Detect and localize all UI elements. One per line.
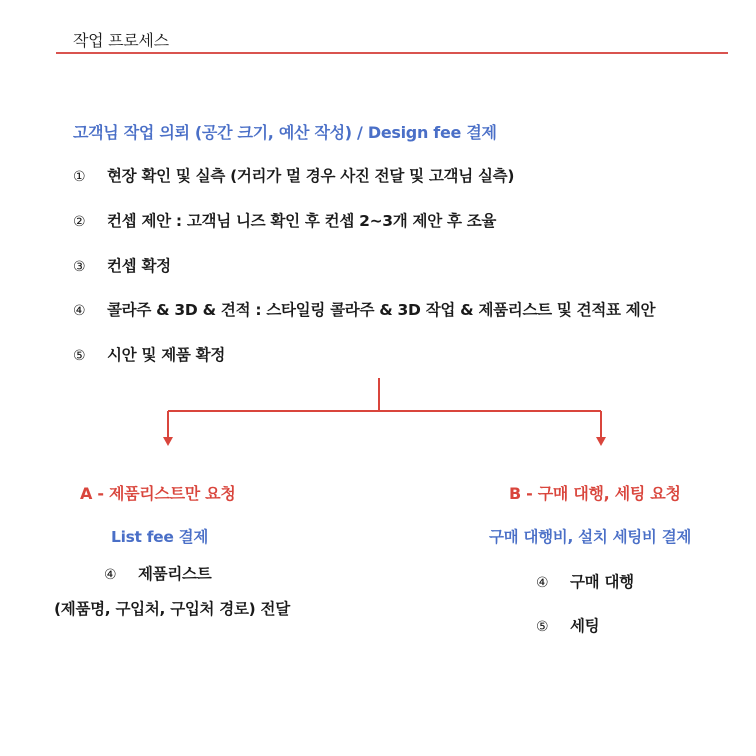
branch-a-title: A - 제품리스트만 요청 [80,484,236,503]
step-number: ② [73,214,86,230]
step-number: ⑤ [73,348,86,364]
branch-b-title: B - 구매 대행, 세팅 요청 [509,484,681,503]
branch-b-item-purchase [536,570,634,592]
step-number: ③ [73,259,86,275]
step-text: 컨셉 확정 [107,257,171,275]
branch-b-item-setting [536,614,599,636]
intro-text: 고객님 작업 의뢰 (공간 크기, 예산 작성) / Design fee 결제 [73,123,497,142]
branch-a-note: (제품명, 구입처, 구입처 경로) 전달 [54,600,290,618]
branch-a-item [104,562,211,584]
arrowhead-right [596,437,606,446]
step-text: 시안 및 제품 확정 [107,346,226,364]
step-text: 콜라주 & 3D & 견적 : 스타일링 콜라주 & 3D 작업 & 제품리스트 및 견적표 제안 [107,301,656,319]
item-number: ④ [104,567,117,583]
step-text: 컨셉 제안 : 고객님 니즈 확인 후 컨셉 2~3개 제안 후 조율 [107,212,497,230]
page-title: 작업 프로세스 [73,31,169,50]
branch-a-subtitle: List fee 결제 [111,528,209,546]
item-text: 세팅 [570,617,600,635]
item-number: ⑤ [536,619,549,635]
step-number: ④ [73,303,86,319]
item-number: ④ [536,575,549,591]
item-text: 구매 대행 [570,573,634,591]
step-text: 현장 확인 및 실측 (거리가 멀 경우 사진 전달 및 고객님 실측) [107,167,515,185]
step-number: ① [73,169,86,185]
arrowhead-left [163,437,173,446]
item-text: 제품리스트 [138,565,212,583]
branch-b-subtitle: 구매 대행비, 설치 세팅비 결제 [489,528,692,546]
